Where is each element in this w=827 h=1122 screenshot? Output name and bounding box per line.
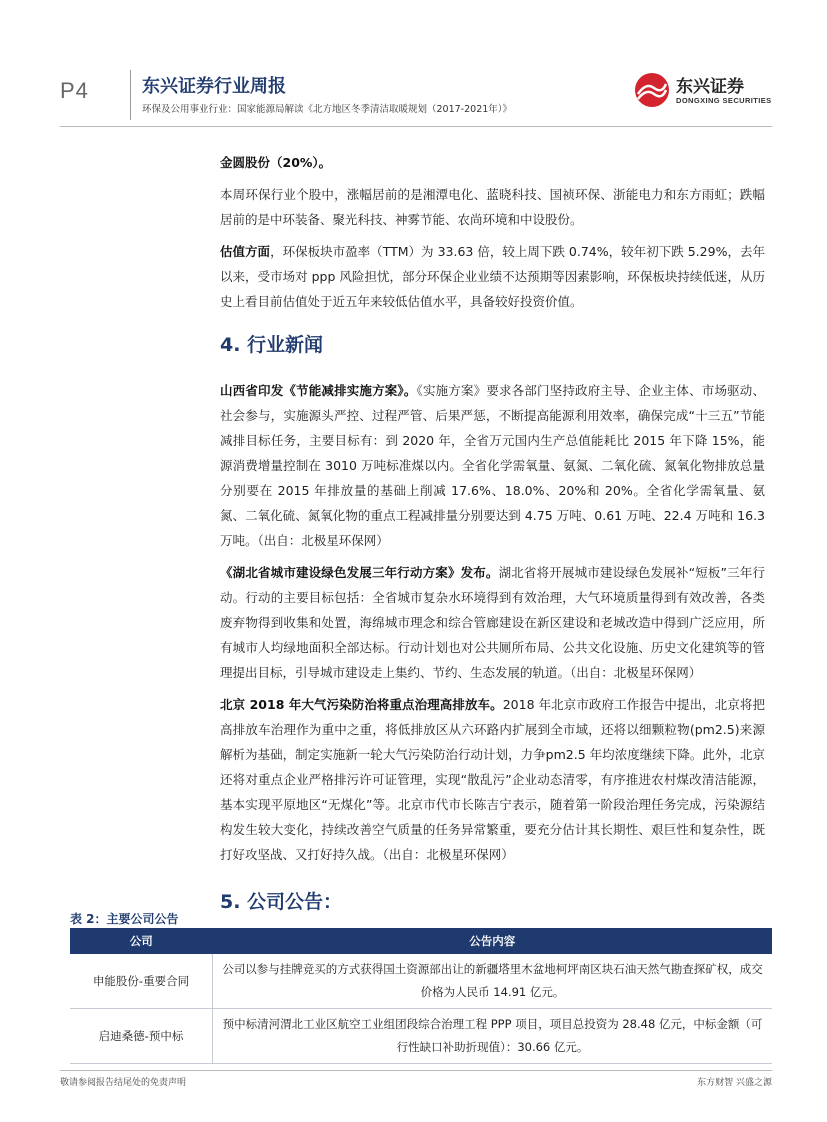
news-text: 湖北省将开展城市建设绿色发展补“短板”三年行动。行动的主要目标包括：全省城市复杂水环境得到有效治理，大气环境质量得到有效改善，各类废弃物得到收集和处置，海绵城市理念和综合管廊建设在新区建设和老城改造中得到广泛应用，所有城市人均绿地面积全部达标。行动计划也对公共厕所布局、公共文化设施、历史文化建筑等的管理提出目标，引导城市建设走上集约、节约、生态发展的轨道。（出自：北极星环保网） bbox=[220, 565, 765, 680]
cell-content: 公司以参与挂牌竞买的方式获得国土资源部出让的新疆塔里木盆地柯坪南区块石油天然气勘查探矿权，成交价格为人民币 14.91 亿元。 bbox=[213, 954, 773, 1009]
section-heading-industry-news: 4. 行业新闻 bbox=[220, 334, 324, 356]
footer-slogan: 东方财智 兴盛之源 bbox=[697, 1078, 772, 1088]
footer-disclaimer: 敬请参阅报告结尾处的免责声明 bbox=[60, 1078, 187, 1088]
news-headline: 山西省印发《节能减排实施方案》。 bbox=[220, 383, 417, 398]
cell-content: 预中标清河渭北工业区航空工业组团段综合治理工程 PPP 项目，项目总投资为 28.48 亿元，中标金额（可行性缺口补助折现值）：30.66 亿元。 bbox=[213, 1009, 773, 1064]
header-rule bbox=[60, 126, 772, 127]
logo-text-en: DONGXING SECURITIES bbox=[676, 96, 772, 105]
section-heading-company-announcements: 5. 公司公告： bbox=[220, 891, 343, 913]
table-row bbox=[70, 1009, 772, 1064]
news-item bbox=[220, 692, 765, 867]
logo-text-cn: 东兴证券 bbox=[676, 77, 744, 97]
valuation-text: ，环保板块市盈率（TTM）为 33.63 倍，较上周下跌 0.74%，较年初下跌 5.29%，去年以来，受市场对 ppp 风险担忧，部分环保企业业绩不达预期等因素影响，环保板块持续低迷，从历史上看目前估值处于近五年来较低估值水平，具备较好投资价值。 bbox=[220, 244, 765, 309]
cell-company: 申能股份-重要合同 bbox=[70, 954, 213, 1009]
main-content bbox=[220, 150, 765, 935]
news-text: 2018 年北京市政府工作报告中提出，北京将把高排放车治理作为重中之重，将低排放区从六环路内扩展到全市域，还将以细颗粒物(pm2.5)来源解析为基础，制定实施新一轮大气污染防治行动计划，力争pm2.5 年均浓度继续下降。此外，北京还将对重点企业严格排污许可证管理，实现“散乱污”企业动态清零，有序推进农村煤改清洁能源，基本实现平原地区“无煤化”等。北京市代市长陈吉宁表示，随着第一阶段治理任务完成，污染源结构发生较大变化，持续改善空气质量的任务异常繁重，要充分估计其长期性、艰巨性和复杂性，既打好攻坚战、又打好持久战。（出自：北极星环保网） bbox=[220, 697, 765, 862]
table-row bbox=[70, 954, 772, 1009]
col-header-company: 公司 bbox=[70, 928, 213, 954]
report-title: 东兴证券行业周报 bbox=[142, 76, 286, 97]
header-divider bbox=[130, 70, 131, 120]
news-headline: 《湖北省城市建设绿色发展三年行动方案》发布。 bbox=[220, 565, 499, 580]
col-header-content: 公告内容 bbox=[213, 928, 773, 954]
news-item bbox=[220, 560, 765, 685]
announcements-table bbox=[70, 928, 772, 1064]
paragraph-lead: 金圆股份（20%）。 bbox=[220, 155, 332, 170]
news-text: 《实施方案》要求各部门坚持政府主导、企业主体、市场驱动、社会参与，实施源头严控、过程严管、后果严惩，不断提高能源利用效率，确保完成“十三五”节能减排目标任务，主要目标有：到 2020 年，全省万元国内生产总值能耗比 2015 年下降 15%，能源消费增量控制在 3010 万吨标准煤以内。全省化学需氧量、氨氮、二氧化硫、氮氧化物排放总量分别要在 2015 年排放量的基础上削减 17.6%、18.0%、20%和 20%。全省化学需氧量、氨氮、二氧化硫、氮氧化物的重点工程减排量分别要达到 4.75 万吨、0.61 万吨、22.4 万吨和 16.3 万吨。（出自：北极星环保网） bbox=[220, 383, 765, 548]
valuation-label: 估值方面 bbox=[220, 244, 271, 259]
table-caption: 表 2：主要公司公告 bbox=[70, 912, 179, 926]
page-number: P4 bbox=[60, 78, 89, 103]
paragraph-valuation bbox=[220, 239, 765, 314]
news-headline: 北京 2018 年大气污染防治将重点治理高排放车。 bbox=[220, 697, 503, 712]
paragraph-movers: 本周环保行业个股中，涨幅居前的是湘潭电化、蓝晓科技、国祯环保、浙能电力和东方雨虹；跌幅居前的是中环装备、聚光科技、神雾节能、农尚环境和中设股份。 bbox=[220, 187, 765, 227]
news-item bbox=[220, 378, 765, 553]
cell-company: 启迪桑德-预中标 bbox=[70, 1009, 213, 1064]
footer-rule bbox=[60, 1070, 772, 1071]
report-subtitle: 环保及公用事业行业：国家能源局解读《北方地区冬季清洁取暖规划（2017-2021年）》 bbox=[142, 104, 513, 115]
table-header-row bbox=[70, 928, 772, 954]
